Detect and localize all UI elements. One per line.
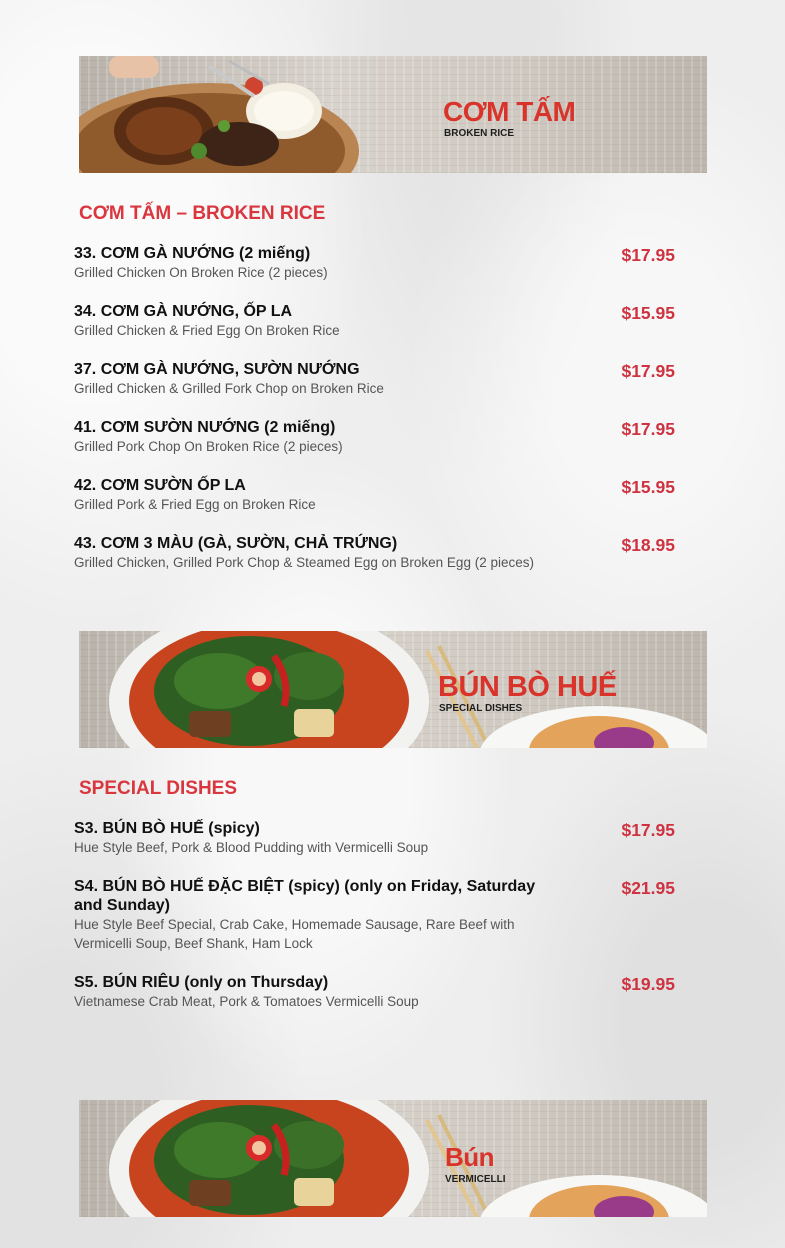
item-description: Grilled Pork & Fried Egg on Broken Rice [74, 497, 316, 512]
item-price: $21.95 [621, 878, 675, 898]
item-description: Grilled Chicken & Grilled Fork Chop on Broken Rice [74, 381, 384, 396]
vermicelli-bowl-image [79, 1100, 707, 1217]
item-price: $15.95 [621, 303, 675, 323]
item-name: 34. CƠM GÀ NƯỚNG, ỐP LA [74, 303, 293, 320]
menu-item [74, 476, 679, 514]
item-name: S5. BÚN RIÊU (only on Thursday) [74, 974, 329, 991]
item-price: $17.95 [621, 419, 675, 439]
banner-title: BÚN BÒ HUẾ [438, 671, 617, 703]
banner-broken-rice [79, 56, 707, 173]
item-price: $17.95 [621, 820, 675, 840]
menu-item [74, 418, 679, 456]
item-price: $17.95 [621, 245, 675, 265]
item-price: $18.95 [621, 535, 675, 555]
menu-item [74, 973, 679, 1011]
banner-subtitle: VERMICELLI [445, 1174, 506, 1185]
item-description: Grilled Chicken On Broken Rice (2 pieces) [74, 265, 328, 280]
banner-subtitle: SPECIAL DISHES [439, 703, 523, 714]
menu-item [74, 244, 679, 282]
broken-rice-plate-image [79, 56, 707, 173]
banner-vermicelli [79, 1100, 707, 1217]
section-heading-special-dishes: SPECIAL DISHES [79, 778, 238, 799]
menu-item [74, 302, 679, 340]
item-description: Hue Style Beef Special, Crab Cake, Homemade Sausage, Rare Beef with Vermicelli Soup, Beef Shank, Ham Lock [74, 917, 515, 951]
item-description: Grilled Chicken, Grilled Pork Chop & Steamed Egg on Broken Egg (2 pieces) [74, 555, 534, 570]
item-description: Hue Style Beef, Pork & Blood Pudding with Vermicelli Soup [74, 840, 429, 855]
item-price: $19.95 [621, 974, 675, 994]
menu-item [74, 877, 679, 953]
item-name: 43. CƠM 3 MÀU (GÀ, SƯỜN, CHẢ TRỨNG) [74, 535, 398, 552]
banner-subtitle: BROKEN RICE [444, 128, 515, 139]
menu-item [74, 534, 679, 572]
item-description: Grilled Pork Chop On Broken Rice (2 pieces) [74, 439, 343, 454]
item-name: S3. BÚN BÒ HUẾ (spicy) [74, 820, 260, 837]
menu-item [74, 360, 679, 398]
item-description: Vietnamese Crab Meat, Pork & Tomatoes Vermicelli Soup [74, 994, 419, 1009]
item-price: $17.95 [621, 361, 675, 381]
item-description: Grilled Chicken & Fried Egg On Broken Rice [74, 323, 340, 338]
banner-title: Bún [445, 1142, 495, 1172]
item-price: $15.95 [621, 477, 675, 497]
item-name: 42. CƠM SƯỜN ỐP LA [74, 477, 246, 494]
banner-bun-bo-hue [79, 631, 707, 748]
item-name: S4. BÚN BÒ HUẾ ĐẶC BIỆT (spicy) (only on Friday, Saturday and Sunday) [74, 878, 536, 914]
section-heading-broken-rice: CƠM TẤM – BROKEN RICE [79, 203, 326, 224]
item-name: 41. CƠM SƯỜN NƯỚNG (2 miếng) [74, 419, 336, 436]
banner-title: CƠM TẤM [443, 96, 576, 127]
menu-item [74, 819, 679, 857]
item-name: 33. CƠM GÀ NƯỚNG (2 miếng) [74, 245, 311, 262]
item-name: 37. CƠM GÀ NƯỚNG, SƯỜN NƯỚNG [74, 361, 360, 378]
